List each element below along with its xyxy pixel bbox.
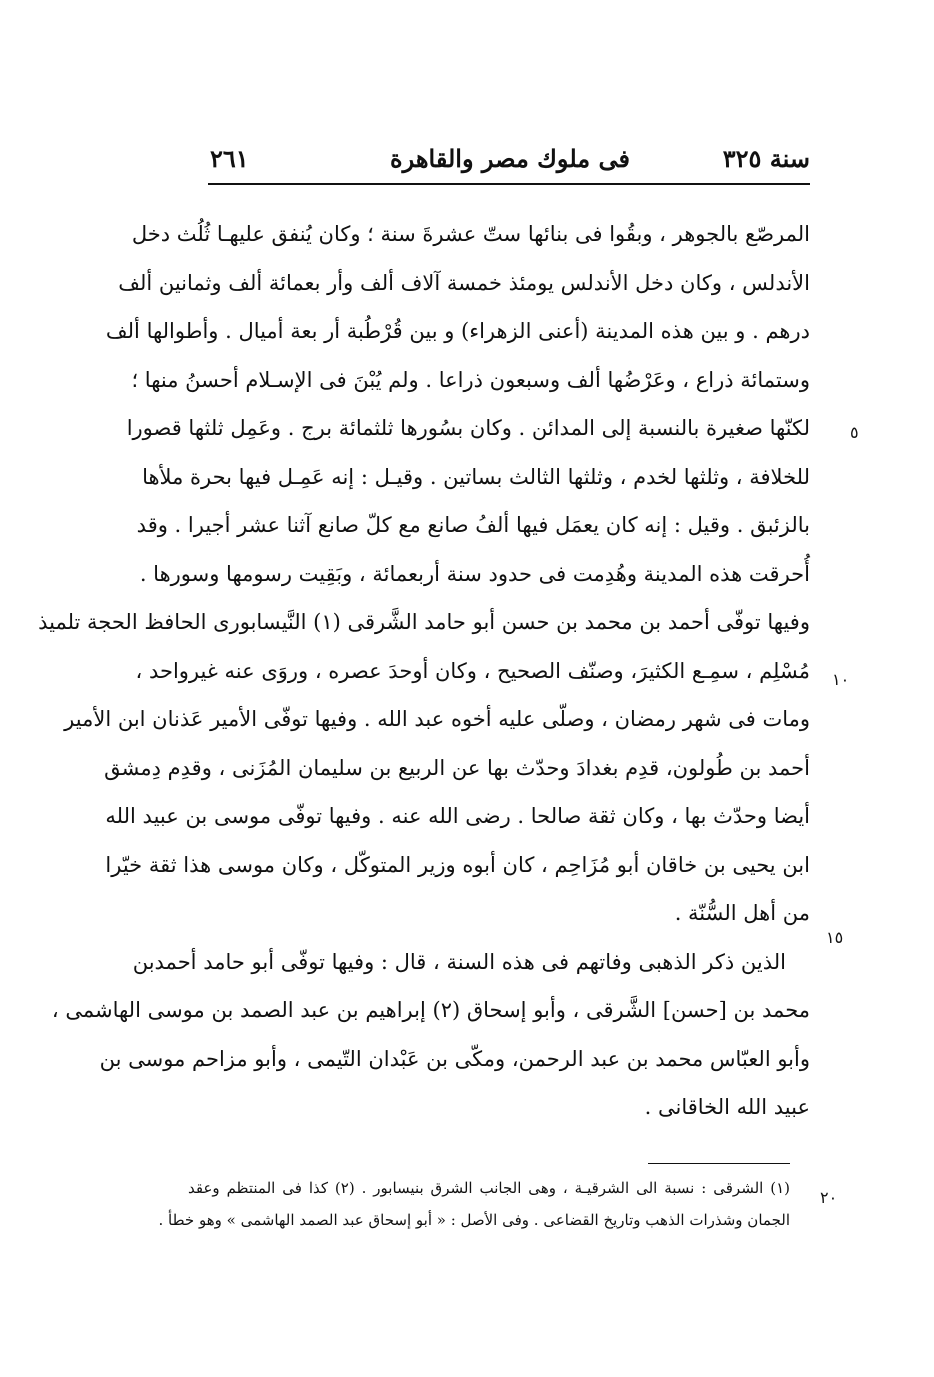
header-year: سنة ٣٢٥ — [722, 144, 810, 173]
text-line: درهم . و بين هذه المدينة (أعنى الزهراء) و بين قُرْطُبة أر بعة أميال . وأطوالها ألف — [105, 319, 810, 343]
text-line: محمد بن [حسن] الشَّرقى ، وأبو إسحاق (٢) إبراهيم بن عبد الصمد بن موسى الهاشمى ، — [51, 998, 810, 1022]
page-number: ٢٦١ — [210, 144, 249, 173]
text-line: أُحرقت هذه المدينة وهُدِمت فى حدود سنة أربعمائة ، وبَقِيت رسومها وسورها . — [139, 561, 810, 586]
header-title: فى ملوك مصر والقاهرة — [390, 144, 630, 173]
text-line: للخلافة ، وثلثها لخدم ، وثلثها الثالث بساتين . وقيـل : إنه عَمِـل فيها بحرة ملأها — [142, 464, 810, 489]
margin-line-number: ١٠ — [832, 670, 850, 689]
text-line: ابن يحيى بن خاقان أبو مُزَاحِم ، كان أبوه وزير المتوكّل ، وكان موسى هذا ثقة خيّرا — [105, 852, 810, 877]
text-line: وفيها توفّى أحمد بن محمد بن حسن أبو حامد الشَّرقى (١) النَّيسابورى الحافظ الحجة تلميذ — [38, 610, 810, 634]
text-line: وأبو العبّاس محمد بن عبد الرحمن، ومكّى بن عَبْدان التّيمى ، وأبو مزاحم موسى بن — [99, 1046, 810, 1071]
margin-line-number: ٢٠ — [820, 1188, 838, 1207]
text-line: الذين ذكر الذهبى وفاتهم فى هذه السنة ، قال : وفيها توفّى أبو حامد أحمدبن — [132, 949, 786, 974]
text-line: عبيد الله الخاقانى . — [644, 1095, 810, 1119]
text-line: لكنّها صغيرة بالنسبة إلى المدائن . وكان بسُورها ثلثمائة برج . وعَمِل ثلثها قصورا — [126, 416, 810, 440]
text-line: بالزئبق . وقيل : إنه كان يعمَل فيها ألفُ صانع مع كلّ صانع آثنا عشر أجيرا . وقد — [136, 513, 810, 537]
page-header — [210, 140, 810, 180]
footnote-line: (١) الشرقى : نسبة الى الشرقيـة ، وهى الجانب الشرق بنيسابور . (٢) كذا فى المنتظم وعقد — [188, 1179, 791, 1197]
margin-line-number: ١٥ — [826, 928, 844, 947]
main-text — [38, 210, 810, 1132]
header-rule — [208, 183, 810, 185]
footnote-line: الجمان وشذرات الذهب وتاريخ القضاعى . وفى الأصل : « أبو إسحاق عبد الصمد الهاشمى » وهو خطأ . — [158, 1211, 790, 1229]
text-line: أيضا وحدّث بها ، وكان ثقة صالحا . رضى الله عنه . وفيها توفّى موسى بن عبيد الله — [105, 804, 810, 828]
text-line: المرصّع بالجوهر ، وبقُوا فى بنائها ستّ عشرةَ سنة ؛ وكان يُنفق عليهـا ثُلُث دخل — [131, 222, 810, 246]
margin-line-number: ٥ — [850, 423, 859, 442]
text-line: وستمائة ذراع ، وعَرْضُها ألف وسبعون ذراعا . ولم يُبْنَ فى الإسـلام أحسنُ منها ؛ — [131, 367, 810, 392]
text-line: الأندلس ، وكان دخل الأندلس يومئذ خمسة آلاف ألف وأر بعمائة ألف وثمانين ألف — [118, 270, 810, 295]
text-line: أحمد بن طُولون، قدِم بغدادَ وحدّث بها عن الربيع بن سليمان المُزَنى ، وقدِم دِمشق — [104, 755, 810, 780]
footnotes — [158, 1172, 791, 1236]
text-line: من أهل السُّنّة . — [674, 901, 810, 925]
text-line: مُسْلِم ، سمِـع الكثيرَ، وصنّف الصحيح ، وكان أوحدَ عصره ، وروَى عنه غيرواحد ، — [135, 658, 810, 683]
text-line: ومات فى شهر رمضان ، وصلّى عليه أخوه عبد الله . وفيها توفّى الأمير عَذنان ابن الأمير — [64, 707, 810, 731]
footnote-rule — [648, 1163, 790, 1164]
